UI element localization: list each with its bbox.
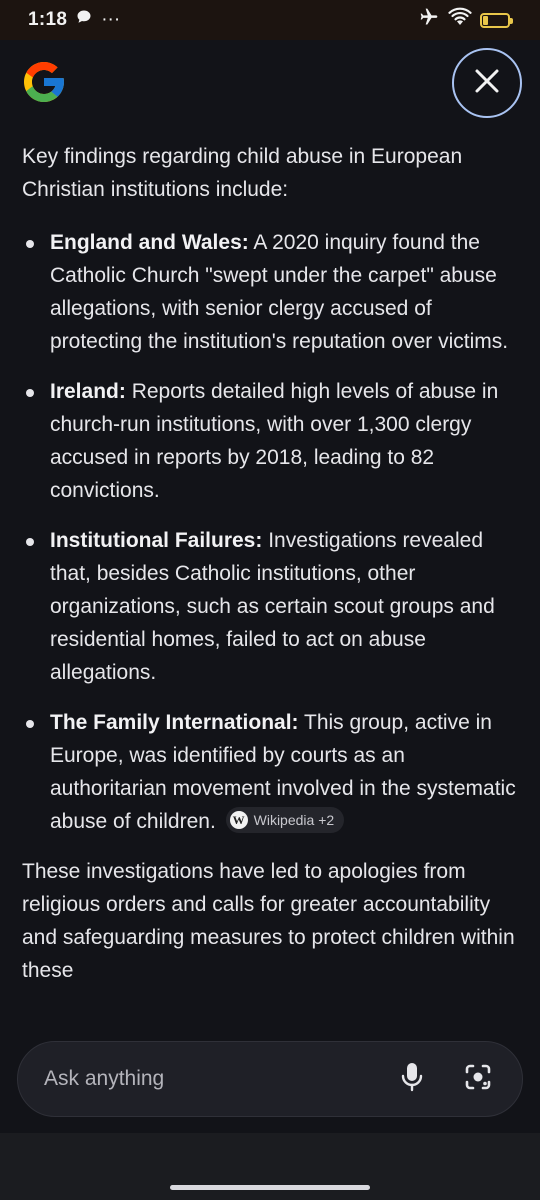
finding-term: Institutional Failures: bbox=[50, 529, 263, 552]
findings-list bbox=[22, 226, 518, 838]
finding-item bbox=[22, 706, 518, 838]
chat-bubble-icon bbox=[76, 9, 92, 31]
google-g-logo bbox=[20, 58, 68, 106]
close-icon bbox=[474, 68, 500, 99]
wikipedia-icon: W bbox=[230, 811, 248, 829]
source-chip-wikipedia[interactable] bbox=[226, 807, 345, 833]
close-button[interactable] bbox=[452, 48, 522, 118]
status-right bbox=[418, 7, 510, 33]
airplane-icon bbox=[418, 7, 440, 33]
home-indicator[interactable] bbox=[170, 1185, 370, 1190]
finding-term: England and Wales: bbox=[50, 231, 249, 254]
microphone-icon bbox=[401, 1062, 423, 1097]
ask-input[interactable] bbox=[18, 1066, 392, 1092]
wifi-icon bbox=[448, 7, 472, 33]
lens-button[interactable] bbox=[458, 1059, 498, 1099]
response-outro: These investigations have led to apologies from religious orders and calls for greater accountability and safeguarding measures to protect children within these bbox=[22, 860, 515, 982]
battery-fill bbox=[483, 16, 488, 25]
finding-item bbox=[22, 226, 518, 358]
finding-term: Ireland: bbox=[50, 380, 126, 403]
finding-text: Investigations revealed that, besides Catholic institutions, other organizations, such as certain scout groups and residential homes, failed to act on abuse allegations. bbox=[50, 529, 495, 684]
status-time: 1:18 bbox=[28, 9, 68, 30]
finding-text: This group, active in Europe, was identified by courts as an authoritarian movement involved in the systematic abuse of children. bbox=[50, 711, 516, 833]
ask-bar bbox=[17, 1041, 523, 1117]
lens-camera-icon bbox=[464, 1063, 492, 1096]
status-left bbox=[28, 9, 120, 31]
ai-response bbox=[22, 140, 518, 987]
source-chip-label: Wikipedia +2 bbox=[253, 812, 335, 829]
finding-text: Reports detailed high levels of abuse in church-run institutions, with over 1,300 clergy accused in reports by 2018, leading to 82 convictions. bbox=[50, 380, 499, 502]
microphone-button[interactable] bbox=[392, 1059, 432, 1099]
battery-icon bbox=[480, 13, 510, 28]
finding-term: The Family International: bbox=[50, 711, 299, 734]
more-notifications-icon: ··· bbox=[101, 9, 121, 30]
response-intro: Key findings regarding child abuse in European Christian institutions include: bbox=[22, 145, 463, 201]
finding-item bbox=[22, 375, 518, 507]
battery-level: 20 bbox=[488, 14, 502, 26]
finding-item bbox=[22, 524, 518, 689]
status-bar bbox=[0, 0, 540, 40]
finding-text: A 2020 inquiry found the Catholic Church "swept under the carpet" abuse allegations, with senior clergy accused of protecting the institution's reputation over victims. bbox=[50, 231, 509, 353]
